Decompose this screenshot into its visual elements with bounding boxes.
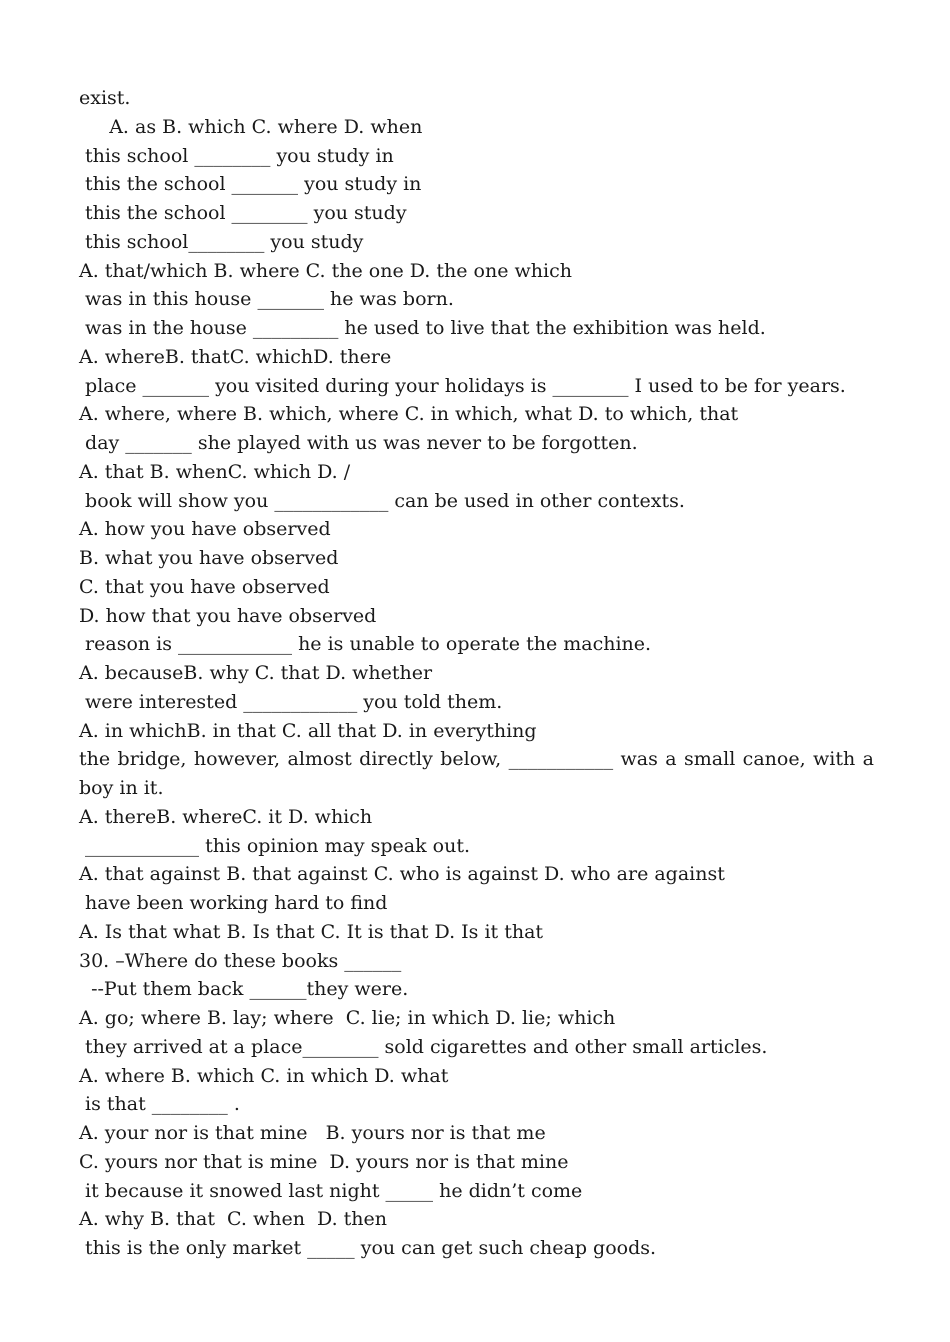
- text-line: A. why B. that C. when D. then: [79, 1208, 388, 1231]
- text-line: A. go; where B. lay; where C. lie; in which D. lie; which: [79, 1007, 616, 1029]
- text-line: this the school ________ you study: [79, 202, 407, 224]
- text-line: was in the house _________ he used to live that the exhibition was held.: [79, 317, 766, 339]
- text-line: boy in it.: [79, 777, 164, 799]
- text-line: this is the only market _____ you can get such cheap goods.: [79, 1237, 657, 1259]
- text-line: A. that/which B. where C. the one D. the one which: [79, 259, 572, 282]
- text-line: C. yours nor that is mine D. yours nor is that mine: [79, 1150, 569, 1173]
- text-line: A. how you have observed: [79, 518, 331, 541]
- text-line: A. your nor is that mine B. yours nor is that me: [79, 1122, 546, 1144]
- text-line: book will show you ____________ can be used in other contexts.: [79, 489, 685, 512]
- text-line: day _______ she played with us was never to be forgotten.: [79, 432, 638, 454]
- text-line: A. that against B. that against C. who is against D. who are against: [79, 863, 725, 886]
- text-line: A. becauseB. why C. that D. whether: [79, 662, 433, 684]
- text-line: A. that B. whenC. which D. /: [79, 460, 351, 483]
- text-line: A. Is that what B. Is that C. It is that D. Is it that: [79, 920, 544, 943]
- question-text: [79, 84, 874, 1263]
- text-line: they arrived at a place________ sold cigarettes and other small articles.: [79, 1035, 768, 1058]
- text-line: is that ________ .: [79, 1093, 240, 1116]
- text-line: A. thereB. whereC. it D. which: [79, 805, 373, 828]
- text-line: C. that you have observed: [79, 575, 330, 598]
- text-line: was in this house _______ he was born.: [79, 288, 454, 311]
- text-line: A. where, where B. which, where C. in which, what D. to which, that: [79, 403, 739, 426]
- text-line: ____________ this opinion may speak out.: [79, 834, 471, 857]
- text-line: A. in whichB. in that C. all that D. in everything: [79, 719, 537, 742]
- text-line: D. how that you have observed: [79, 604, 377, 627]
- text-line: 30. –Where do these books ______: [79, 949, 402, 972]
- text-line: this school ________ you study in: [79, 144, 394, 167]
- text-line: the bridge, however, almost directly below, ___________ was a small canoe, with a: [79, 748, 874, 771]
- text-line: exist.: [79, 87, 131, 109]
- text-line: B. what you have observed: [79, 547, 339, 569]
- text-line: A. whereB. thatC. whichD. there: [79, 345, 392, 368]
- text-line: have been working hard to find: [79, 892, 388, 914]
- text-line: it because it snowed last night _____ he didn’t come: [79, 1179, 583, 1202]
- text-line: this the school _______ you study in: [79, 173, 422, 196]
- text-line: reason is ____________ he is unable to operate the machine.: [79, 633, 652, 656]
- text-line: place _______ you visited during your holidays is ________ I used to be for years.: [79, 374, 846, 397]
- text-line: were interested ____________ you told them.: [79, 690, 503, 713]
- text-line: this school________ you study: [79, 230, 364, 253]
- text-line: A. where B. which C. in which D. what: [79, 1064, 449, 1087]
- text-line: A. as B. which C. where D. when: [79, 115, 423, 138]
- text-line: --Put them back ______they were.: [79, 978, 409, 1001]
